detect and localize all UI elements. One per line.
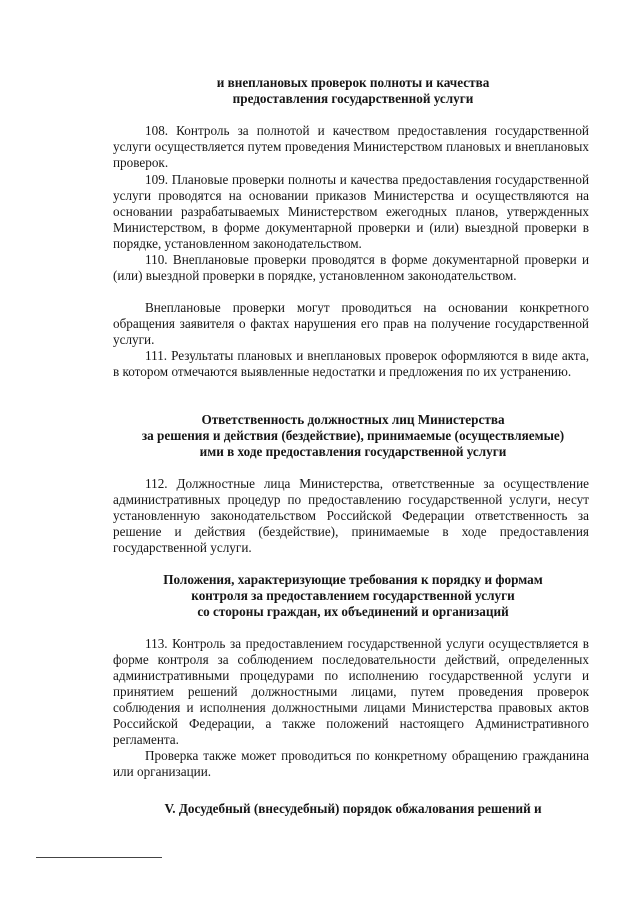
heading-line: за решения и действия (бездействие), принимаемые (осуществляемые) bbox=[141, 428, 565, 443]
section-heading-appeal bbox=[110, 801, 596, 817]
footnote-separator bbox=[36, 857, 162, 858]
heading-line: со стороны граждан, их объединений и организаций bbox=[197, 604, 509, 619]
paragraph-113: 113. Контроль за предоставлением государственной услуги осуществляется в форме контроля за соблюдением последовательности действий, определенных административными процедурами по исполнению государственной услуги и принятием решений должностными лицами, путем проведения проверок соблюдения и исполнения должностными лицами Министерства правовых актов Российской Федерации, а также положений настоящего Административного регламента. bbox=[113, 636, 589, 747]
heading-line: контроля за предоставлением государственной услуги bbox=[191, 588, 515, 603]
paragraph-113-continued: Проверка также может проводиться по конкретному обращению гражданина или организации. bbox=[113, 748, 589, 779]
paragraph-110: 110. Внеплановые проверки проводятся в форме документарной проверки и (или) выездной проверки в порядке, установленном законодательством. bbox=[113, 252, 589, 283]
heading-line: предоставления государственной услуги bbox=[232, 91, 474, 106]
paragraph-108: 108. Контроль за полнотой и качеством предоставления государственной услуги осуществляется путем проведения Министерством плановых и внеплановых проверок. bbox=[113, 123, 589, 170]
heading-line: и внеплановых проверок полноты и качества bbox=[216, 75, 490, 90]
paragraph-111: 111. Результаты плановых и внеплановых проверок оформляются в виде акта, в котором отмечаются выявленные недостатки и предложения по их устранению. bbox=[113, 348, 589, 379]
paragraph-109: 109. Плановые проверки полноты и качества предоставления государственной услуги проводятся на основании приказов Министерства и осуществляются на основании разрабатываемых Министерством ежегодных планов, утвержденных Министерством, в форме документарной проверки и (или) выездной проверки в порядке, установленном законодательством. bbox=[113, 172, 589, 251]
section-heading-inspections bbox=[110, 75, 596, 107]
paragraph-112: 112. Должностные лица Министерства, ответственные за осуществление административных процедур по предоставлению государственной услуги, несут установленную законодательством Российской Федерации ответственность за решение и действия (бездействие), принимаемые в ходе предоставления государственной услуги. bbox=[113, 476, 589, 555]
section-heading-responsibility bbox=[110, 412, 596, 460]
heading-line: Положения, характеризующие требования к порядку и формам bbox=[163, 572, 543, 587]
section-heading-citizen-control bbox=[110, 572, 596, 620]
paragraph-110-continued: Внеплановые проверки могут проводиться на основании конкретного обращения заявителя о фактах нарушения его прав на получение государственной услуги. bbox=[113, 300, 589, 347]
heading-line: V. Досудебный (внесудебный) порядок обжалования решений и bbox=[164, 801, 542, 816]
heading-line: Ответственность должностных лиц Министерства bbox=[201, 412, 505, 427]
heading-line: ими в ходе предоставления государственной услуги bbox=[199, 444, 507, 459]
